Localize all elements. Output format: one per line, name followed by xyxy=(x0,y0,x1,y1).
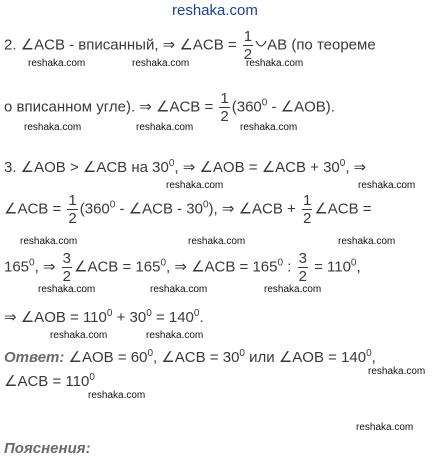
degree-sign: 0 xyxy=(239,348,245,359)
answer-line2 xyxy=(4,372,95,390)
fraction-numerator: 1 xyxy=(220,90,229,107)
three-halves-fraction xyxy=(298,250,308,285)
degree-sign: 0 xyxy=(261,97,268,109)
step3-text: , ⇒ ∠AOB = ∠ACB + 30 xyxy=(174,159,340,176)
arc-icon xyxy=(255,36,267,53)
fraction-denominator: 2 xyxy=(298,268,307,285)
answer-text: , ∠ACB = 30 xyxy=(153,349,240,366)
fraction-denominator: 2 xyxy=(302,210,312,227)
degree-sign: 0 xyxy=(202,199,209,211)
step3-line3 xyxy=(4,250,361,285)
watermark: reshaka.com xyxy=(188,236,246,247)
degree-sign: 0 xyxy=(106,308,113,319)
step2-text-d: (360 xyxy=(231,98,262,116)
step3-text: 165 xyxy=(4,258,30,276)
step3-text: , ⇒ xyxy=(34,258,60,276)
step3-text: - ∠ACB - 30 xyxy=(115,200,203,218)
step3-text: ∠ACB = 165 xyxy=(74,258,161,276)
degree-sign: 0 xyxy=(193,308,200,319)
degree-sign: 0 xyxy=(109,199,116,211)
fraction-denominator: 2 xyxy=(220,108,229,125)
step3-text: = 140 xyxy=(151,309,194,326)
watermark: reshaka.com xyxy=(240,122,298,133)
answer-line1 xyxy=(4,348,376,366)
step2-text-c: о вписанном угле). ⇒ ∠ACB = xyxy=(4,98,218,116)
step3-text: = 110 xyxy=(309,258,351,276)
watermark: reshaka.com xyxy=(358,180,416,191)
answer-text: ∠ACB = 110 xyxy=(4,373,90,390)
step3-text: ⇒ ∠AOB = 110 xyxy=(4,309,107,326)
fraction-denominator: 2 xyxy=(68,210,77,227)
explanations-heading: Пояснения: xyxy=(4,440,91,457)
degree-sign: 0 xyxy=(350,257,357,269)
step3-text: (360 xyxy=(79,200,110,218)
step3-line1 xyxy=(4,158,366,176)
site-brand: reshaka.com xyxy=(172,2,258,19)
watermark: reshaka.com xyxy=(136,122,194,133)
watermark: reshaka.com xyxy=(132,58,190,69)
step3-text: , ⇒ xyxy=(345,159,367,176)
fraction-numerator: 3 xyxy=(298,250,307,267)
half-fraction xyxy=(302,192,312,227)
degree-sign: 0 xyxy=(29,257,35,269)
step3-text: : xyxy=(283,258,296,276)
answer-text: , xyxy=(371,349,376,366)
half-fraction xyxy=(219,90,229,125)
degree-sign: 0 xyxy=(366,348,372,359)
half-fraction xyxy=(67,192,77,227)
step2-text-a: 2. ∠ACB - вписанный, ⇒ ∠ACB = xyxy=(4,36,241,54)
step3-text: , ⇒ ∠ACB = 165 xyxy=(166,258,278,276)
watermark: reshaka.com xyxy=(146,330,204,341)
fraction-denominator: 2 xyxy=(62,268,72,285)
degree-sign: 0 xyxy=(277,257,284,269)
watermark: reshaka.com xyxy=(356,422,414,433)
watermark: reshaka.com xyxy=(338,236,396,247)
step3-text: , xyxy=(356,258,361,276)
watermark: reshaka.com xyxy=(166,180,224,191)
watermark: reshaka.com xyxy=(246,58,304,69)
step2-text-e: - ∠AOB). xyxy=(267,98,335,116)
step2-text-b: AB (по теореме xyxy=(267,36,376,54)
answer-label: Ответ: xyxy=(4,349,65,366)
watermark: reshaka.com xyxy=(20,236,78,247)
watermark: reshaka.com xyxy=(264,284,322,295)
watermark: reshaka.com xyxy=(150,284,208,295)
watermark: reshaka.com xyxy=(88,390,146,401)
step3-text: ∠ACB = xyxy=(4,200,66,218)
fraction-numerator: 1 xyxy=(243,28,253,45)
fraction-numerator: 3 xyxy=(62,250,72,267)
fraction-denominator: 2 xyxy=(243,46,253,63)
step3-text: . xyxy=(199,309,204,326)
answer-text: или ∠AOB = 140 xyxy=(244,349,367,366)
step3-text: 3. ∠AOB > ∠ACB на 30 xyxy=(4,159,169,176)
degree-sign: 0 xyxy=(146,308,152,319)
watermark: reshaka.com xyxy=(28,58,86,69)
step3-line4 xyxy=(4,308,204,326)
step3-text: ), ⇒ ∠ACB + xyxy=(208,200,300,218)
step3-line2 xyxy=(4,192,372,227)
step3-text: ∠ACB = xyxy=(314,200,372,218)
watermark: reshaka.com xyxy=(38,284,96,295)
degree-sign: 0 xyxy=(339,158,346,169)
watermark: reshaka.com xyxy=(368,366,426,377)
degree-sign: 0 xyxy=(147,348,154,359)
watermark: reshaka.com xyxy=(24,122,82,133)
answer-text: ∠AOB = 60 xyxy=(64,349,148,366)
watermark: reshaka.com xyxy=(50,330,108,341)
fraction-numerator: 1 xyxy=(68,192,77,209)
step3-text: + 30 xyxy=(112,309,147,326)
fraction-numerator: 1 xyxy=(302,192,312,209)
degree-sign: 0 xyxy=(168,158,175,169)
three-halves-fraction xyxy=(62,250,72,285)
degree-sign: 0 xyxy=(160,257,166,269)
degree-sign: 0 xyxy=(89,372,95,383)
step2-line2 xyxy=(4,90,335,125)
